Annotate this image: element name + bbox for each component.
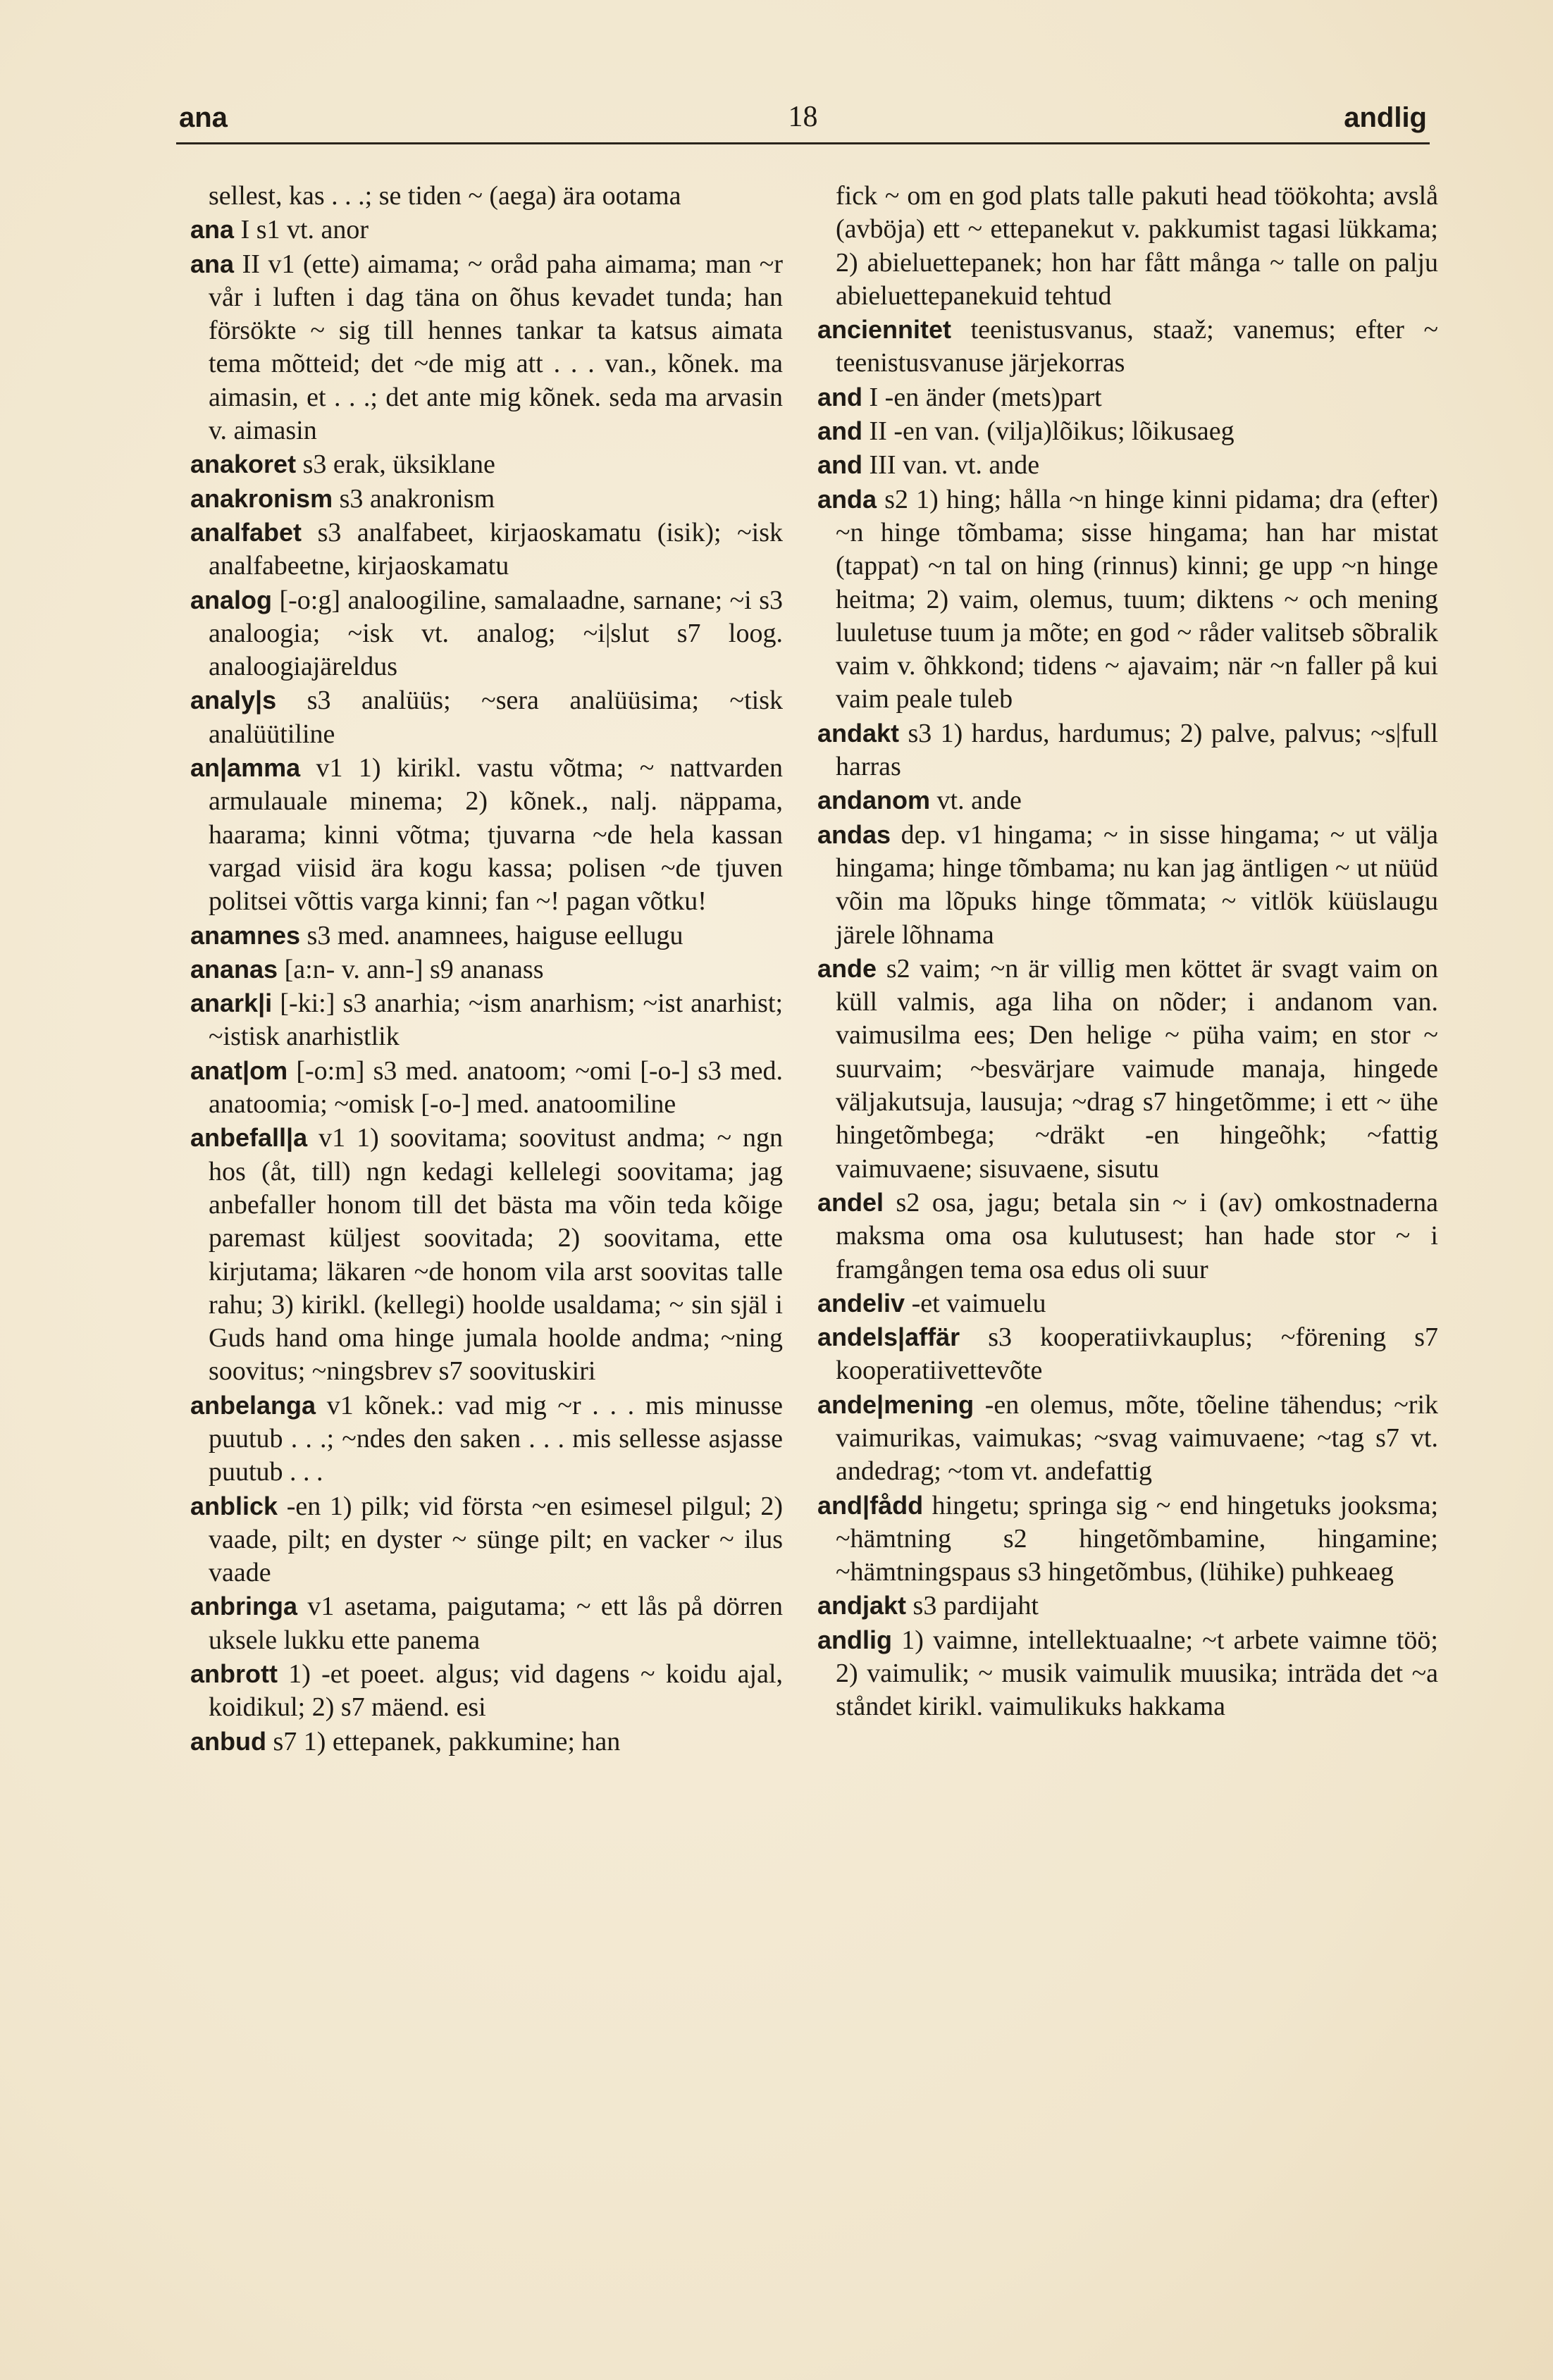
dictionary-entry	[817, 448, 1438, 482]
entry-headword: andel	[817, 1187, 884, 1217]
entry-definition: s3 med. anamnees, haiguse eellugu	[307, 920, 683, 950]
entry-headword: anark|i	[190, 988, 273, 1018]
dictionary-entry	[817, 1388, 1438, 1489]
entry-definition: teenistusvanus, staaž; vanemus; efter ~ teenistusvanuse järjekorras	[836, 315, 1439, 378]
entry-definition: [a:n- v. ann-] s9 ananass	[284, 954, 544, 984]
dictionary-entry	[817, 1623, 1438, 1724]
entry-definition: I -en änder (mets)part	[869, 382, 1102, 412]
entry-headword: anciennitet	[817, 315, 952, 345]
entry-headword: analy|s	[190, 686, 277, 715]
entry-headword: anat|om	[190, 1055, 288, 1085]
entry-definition: II v1 (ette) aimama; ~ oråd paha aimama; man ~r vår i luften i dag täna on õhus kevadet tunda; han försökte ~ sig till hennes tankar ta katsus aimata tema mõtteid; det ~de mig att . . . van., kõnek. ma aimasin, et . . .; det ante mig kõnek. seda ma arvasin v. aimasin	[209, 249, 784, 446]
entry-definition: s3 analüüs; ~sera analüüsima; ~tisk analüütiline	[209, 686, 783, 749]
dictionary-entry	[817, 952, 1438, 1186]
entry-definition: dep. v1 hingama; ~ in sisse hingama; ~ ut välja hingama; hinge tõmbama; nu kan jag äntligen ~ ut nüüd võin ma lõpuks hinge tõmmata; ~ vitlök küüslaugu järele lõhnama	[836, 819, 1439, 950]
entry-headword: and|fådd	[817, 1490, 924, 1520]
entry-definition: fick ~ om en god plats talle pakuti head töökohta; avslå (avböja) ett ~ ettepanekut v. pakkumist tagasi lükkama; 2) abieluettepanek; hon har fått många ~ talle on palju abieluettepanekuid tehtud	[836, 181, 1438, 311]
entry-headword: andels|affär	[817, 1322, 960, 1352]
entry-definition: s2 1) hing; hålla ~n hinge kinni pidama; dra (efter) ~n hinge tõmbama; sisse hingama; han har mistat (tappat) ~n tal on hing (rinnus) kinni; ge upp ~n hinge heitma; 2) vaim, olemus, tuum; diktens ~ och mening luuletuse tuum ja mõte; en god ~ råder valitseb sõbralik vaim v. õhkkond; tidens ~ ajavaim; när ~n faller på kui vaim peale tuleb	[836, 484, 1439, 714]
dictionary-entry	[190, 1489, 783, 1590]
entry-headword: analfabet	[190, 517, 302, 547]
guide-word-last: andlig	[1344, 102, 1427, 133]
dictionary-entry	[190, 751, 783, 918]
entry-headword: anakronism	[190, 483, 333, 513]
running-head	[176, 93, 1430, 144]
entry-headword: anbringa	[190, 1592, 298, 1621]
entry-headword: andlig	[817, 1625, 892, 1654]
entry-definition: s7 1) ettepanek, pakkumine; han	[273, 1726, 621, 1756]
entry-definition: s3 kooperatiivkauplus; ~förening s7 kooperatiivettevõte	[836, 1322, 1439, 1386]
entry-headword: and	[817, 382, 863, 411]
entry-definition: -en olemus, mõte, tõeline tähendus; ~rik vaimurikas, vaimukas; ~svag vaimuvaene; ~tag s7 vt. andedrag; ~tom vt. andefattig	[836, 1389, 1438, 1487]
entry-definition: v1 kõnek.: vad mig ~r . . . mis minusse puutub . . .; ~ndes den saken . . . mis sellesse asjasse puutub . . .	[209, 1390, 783, 1487]
entry-headword: anakoret	[190, 450, 297, 479]
dictionary-entry	[190, 1725, 783, 1759]
entry-definition: III van. vt. ande	[869, 450, 1040, 481]
entry-definition: s3 erak, üksiklane	[302, 450, 495, 480]
right-column	[817, 180, 1439, 1724]
dictionary-entry	[817, 483, 1439, 717]
entry-headword: andjakt	[817, 1591, 907, 1620]
entry-headword: anbud	[190, 1726, 266, 1756]
entry-definition: [-ki:] s3 anarhia; ~ism anarhism; ~ist anarhist; ~istisk anarhistlik	[209, 988, 784, 1052]
dictionary-entry	[817, 1589, 1438, 1623]
dictionary-entry	[209, 180, 783, 213]
entry-headword: analog	[190, 585, 273, 614]
entry-headword: ana	[190, 215, 235, 244]
left-column	[190, 180, 784, 1759]
dictionary-entry	[190, 583, 783, 684]
entry-headword: anda	[817, 484, 877, 514]
dictionary-entry	[817, 1186, 1439, 1287]
dictionary-entry	[817, 380, 1438, 414]
page-number: 18	[788, 101, 818, 133]
entry-definition: s3 analfabeet, kirjaoskamatu (isik); ~isk analfabeetne, kirjaoskamatu	[209, 517, 783, 581]
entry-definition: II -en van. (vilja)lõikus; lõikusaeg	[869, 416, 1235, 447]
entry-headword: and	[817, 416, 863, 446]
dictionary-entry	[817, 313, 1439, 380]
dictionary-entry	[190, 1657, 783, 1725]
dictionary-entry	[190, 1589, 783, 1657]
entry-headword: anbefall|a	[190, 1123, 308, 1153]
entry-headword: and	[817, 450, 863, 480]
entry-headword: andakt	[817, 718, 900, 748]
entry-definition: [-o:g] analoogiline, samalaadne, sarnane; ~i s3 analoogia; ~isk vt. analog; ~i|slut s7 loog. analoogiajäreldus	[209, 585, 783, 682]
entry-definition: -et vaimuelu	[911, 1288, 1046, 1318]
entry-definition: sellest, kas . . .; se tiden ~ (aega) ära ootama	[209, 181, 681, 211]
dictionary-entry	[190, 919, 783, 953]
dictionary-entry	[817, 414, 1438, 448]
entry-definition: hingetu; springa sig ~ end hingetuks jooksma; ~hämtning s2 hingetõmbamine, hingamine; ~hämtningspaus s3 hingetõmbus, (lühike) puhkeaeg	[836, 1490, 1439, 1587]
dictionary-entry	[817, 717, 1438, 784]
entry-headword: anbelanga	[190, 1390, 316, 1420]
dictionary-entry	[190, 953, 783, 986]
entry-definition: s2 osa, jagu; betala sin ~ i (av) omkostnaderna maksma oma osa kulutusest; han hade stor ~ i framgången tema osa edus oli suur	[836, 1187, 1439, 1284]
entry-definition: I s1 vt. anor	[240, 215, 369, 245]
entry-definition: -en 1) pilk; vid första ~en esimesel pilgul; 2) vaade, pilt; en dyster ~ sünge pilt; en vacker ~ ilus vaade	[209, 1491, 783, 1588]
dictionary-entry	[817, 1489, 1439, 1589]
dictionary-entry	[190, 1054, 784, 1122]
entry-definition: v1 1) kirikl. vastu võtma; ~ nattvarden armulauale minema; 2) kõnek., nalj. näppama, haarama; kinni võtma; tjuvarna ~de hela kassan vargad viisid ära kogu kassa; polisen ~de tjuven politsei võttis varga kinni; fan ~! pagan võtku!	[209, 753, 783, 917]
entry-headword: anamnes	[190, 920, 301, 950]
entry-headword: andanom	[817, 786, 931, 815]
entry-definition: s3 1) hardus, hardumus; 2) palve, palvus; ~s|full harras	[836, 718, 1438, 782]
dictionary-entry	[190, 1121, 784, 1388]
entry-definition: s3 anakronism	[339, 483, 495, 514]
entry-definition: s3 pardijaht	[912, 1591, 1039, 1621]
dictionary-entry	[190, 247, 784, 448]
entry-headword: ananas	[190, 954, 278, 984]
dictionary-entry	[817, 818, 1439, 952]
entry-definition: 1) vaimne, intellektuaalne; ~t arbete vaimne töö; 2) vaimulik; ~ musik vaimulik muusika; inträda det ~a ståndet kirikl. vaimulikuks hakkama	[836, 1625, 1438, 1722]
dictionary-entry	[190, 1389, 783, 1489]
entry-definition: [-o:m] s3 med. anatoom; ~omi [-o-] s3 med. anatoomia; ~omisk [-o-] med. anatoomiline	[209, 1055, 784, 1120]
dictionary-entry	[190, 683, 783, 751]
guide-word-first: ana	[179, 102, 228, 133]
entry-definition: v1 asetama, paigutama; ~ ett lås på dörren uksele lukku ette panema	[209, 1592, 783, 1655]
entry-definition: s2 vaim; ~n är villig men köttet är svagt vaim on küll valmis, aga liha on nõder; i andanom van. vaimusilma ees; Den helige ~ püha vaim; en stor ~ suurvaim; ~besvärjare vaimude manaja, hingede väljakutsuja, lausuja; ~drag s7 hingetõmme; i ett ~ ühe hingetõmbega; ~dräkt -en hingeõhk; ~fattig vaimuvaene; sisuvaene, sisutu	[836, 953, 1438, 1184]
dictionary-entry	[190, 986, 784, 1054]
entry-definition: v1 1) soovitama; soovitust andma; ~ ngn hos (åt, till) ngn kedagi kellelegi soovitama; jag anbefaller honom till det bästa ma võin teda kõige paremast küljest soovitada; 2) soovitama, ette kirjutama; läkaren ~de honom vila arst soovitas talle rahu; 3) kirikl. (kellegi) hoolde usaldama; ~ sin själ i Guds hand oma hinge jumala hoolde andma; ~ning soovitus; ~ningsbrev s7 soovituskiri	[209, 1123, 784, 1387]
dictionary-entry	[836, 180, 1438, 313]
dictionary-entry	[190, 482, 783, 516]
dictionary-entry	[817, 783, 1438, 817]
dictionary-entry	[817, 1320, 1439, 1388]
entry-headword: ana	[190, 249, 235, 278]
entry-headword: anbrott	[190, 1659, 278, 1689]
entry-definition: 1) -et poeet. algus; vid dagens ~ koidu ajal, koidikul; 2) s7 mäend. esi	[209, 1659, 783, 1723]
entry-definition: vt. ande	[936, 786, 1022, 816]
dictionary-entry	[817, 1287, 1438, 1320]
entry-headword: andas	[817, 819, 891, 849]
dictionary-entry	[190, 516, 783, 583]
entry-headword: ande	[817, 953, 877, 983]
dictionary-entry	[190, 447, 783, 481]
entry-headword: andeliv	[817, 1288, 905, 1318]
entry-headword: an|amma	[190, 753, 301, 783]
entry-headword: ande|mening	[817, 1389, 975, 1419]
dictionary-entry	[190, 213, 783, 247]
entry-headword: anblick	[190, 1491, 278, 1520]
